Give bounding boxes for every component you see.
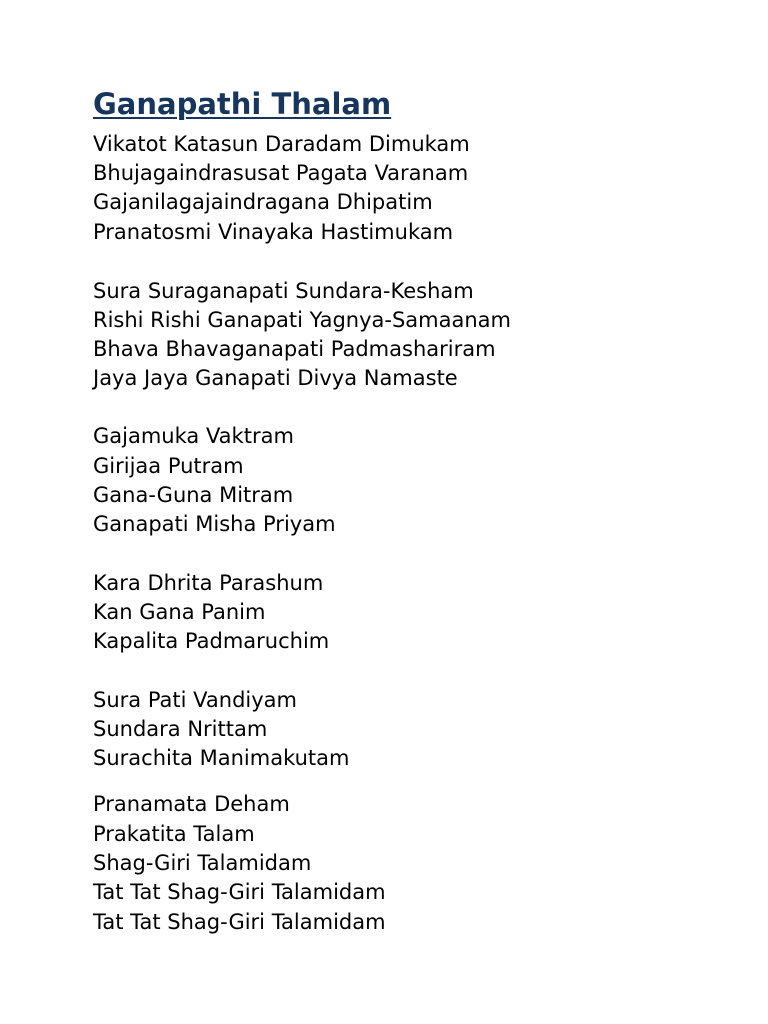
stanza-3-line-1: Gajamuka Vaktram	[93, 424, 294, 448]
stanza-3-line-4: Ganapati Misha Priyam	[93, 512, 336, 536]
stanza-1-line-2: Bhujagaindrasusat Pagata Varanam	[93, 161, 469, 185]
stanza-3-line-3: Gana-Guna Mitram	[93, 483, 294, 507]
stanza-4-line-1: Kara Dhrita Parashum	[93, 571, 324, 595]
stanza-2-line-3: Bhava Bhavaganapati Padmashariram	[93, 337, 496, 361]
stanza-4-line-2: Kan Gana Panim	[93, 600, 266, 624]
stanza-2-line-4: Jaya Jaya Ganapati Divya Namaste	[93, 366, 458, 390]
stanza-1-line-4: Pranatosmi Vinayaka Hastimukam	[93, 220, 454, 244]
stanza-2-line-2: Rishi Rishi Ganapati Yagnya-Samaanam	[93, 308, 511, 332]
stanza-5-line-2: Sundara Nrittam	[93, 717, 268, 741]
stanza-1-line-1: Vikatot Katasun Daradam Dimukam	[93, 132, 470, 156]
stanza-6-line-3: Shag-Giri Talamidam	[93, 851, 312, 875]
stanza-5-line-1: Sura Pati Vandiyam	[93, 688, 297, 712]
stanza-3-line-2: Girijaa Putram	[93, 454, 244, 478]
stanza-2-line-1: Sura Suraganapati Sundara-Kesham	[93, 279, 474, 303]
stanza-1-line-3: Gajanilagajaindragana Dhipatim	[93, 190, 433, 214]
stanza-6-line-5: Tat Tat Shag-Giri Talamidam	[93, 910, 386, 934]
stanza-4-line-3: Kapalita Padmaruchim	[93, 629, 330, 653]
stanza-6-line-2: Prakatita Talam	[93, 822, 255, 846]
document-title: Ganapathi Thalam	[93, 87, 392, 121]
stanza-6-line-4: Tat Tat Shag-Giri Talamidam	[93, 880, 386, 904]
stanza-5-line-3: Surachita Manimakutam	[93, 746, 350, 770]
stanza-6-line-1: Pranamata Deham	[93, 792, 290, 816]
